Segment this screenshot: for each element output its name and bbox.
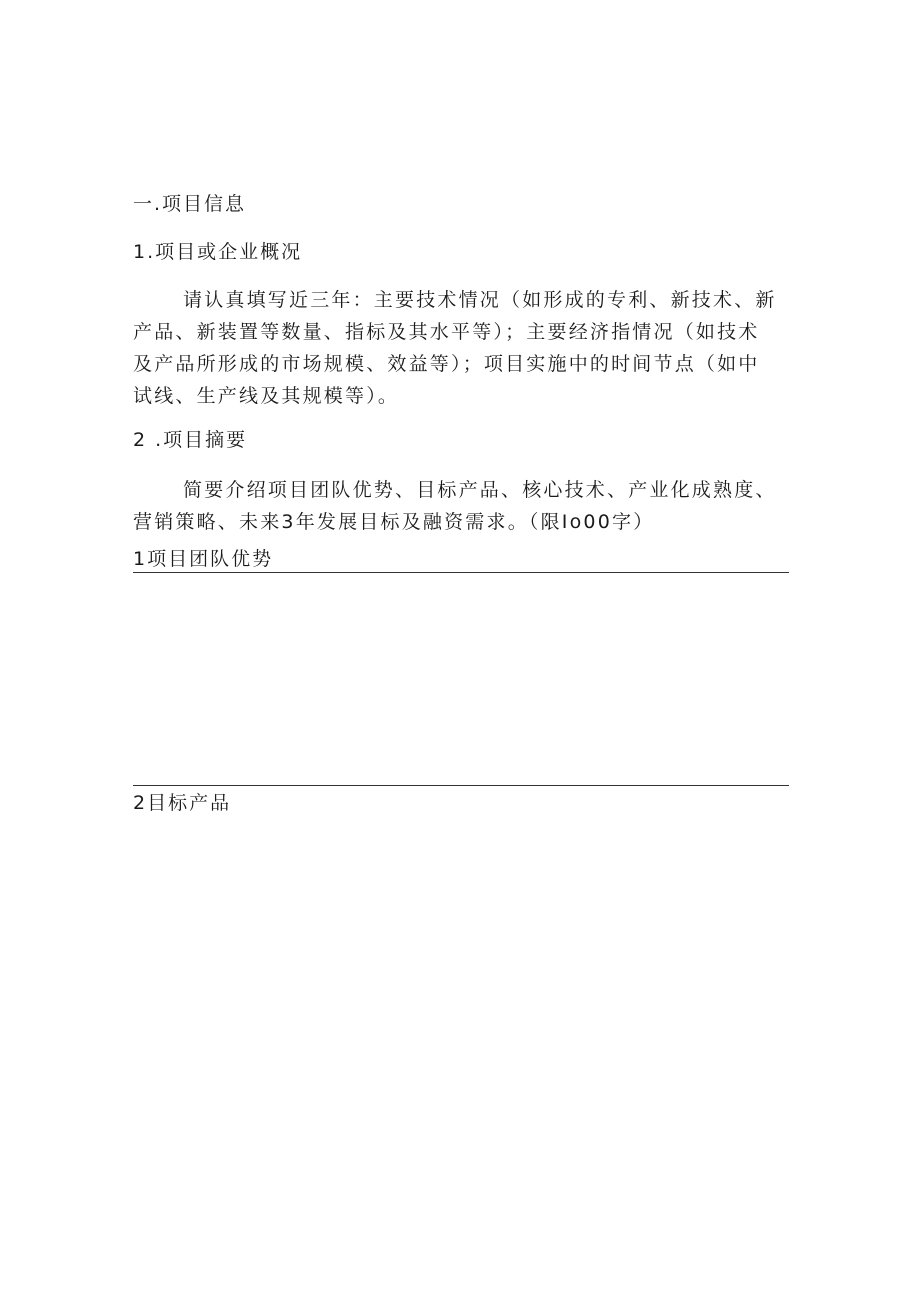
item2-body-line: 营销策略、未来3年发展目标及融资需求。（限Io00字） [133,511,655,533]
section-heading: 一.项目信息 [133,193,247,215]
field-underline [133,572,789,573]
item1-body-line: 试线、生产线及其规模等）。 [133,385,400,407]
item2-body [133,474,793,538]
item1-body-line: 产品、新装置等数量、指标及其水平等）；主要经济指情况（如技术 [133,321,760,343]
field-underline [133,785,789,786]
item1-body-line: 及产品所形成的市场规模、效益等）；项目实施中的时间节点（如中 [133,353,760,375]
item1-body [133,284,793,412]
item2-body-line: 简要介绍项目团队优势、目标产品、核心技术、产业化成熟度、 [183,479,777,501]
item1-heading: 1.项目或企业概况 [133,241,303,263]
item1-body-line: 请认真填写近三年：主要技术情况（如形成的专利、新技术、新 [183,289,777,311]
subsection-team-advantage-label: 1项目团队优势 [133,548,274,570]
item2-heading: 2 .项目摘要 [133,429,248,451]
subsection-target-product-label: 2目标产品 [133,792,232,814]
